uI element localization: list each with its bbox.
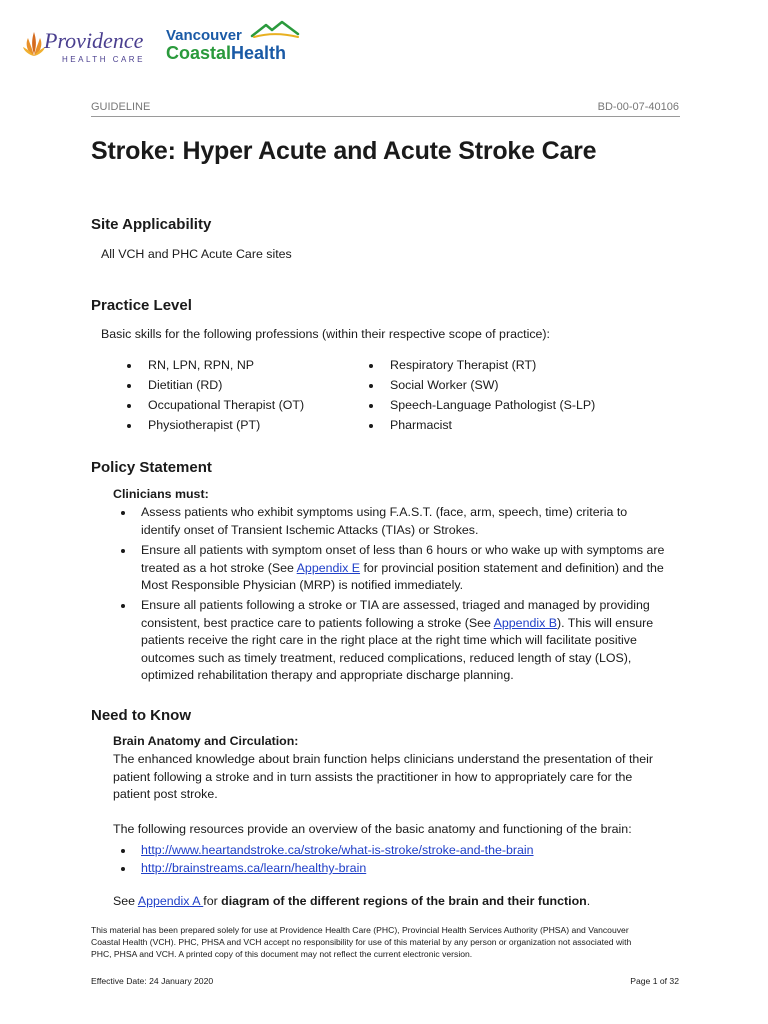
heartandstroke-link[interactable]: http://www.heartandstroke.ca/stroke/what-is-stroke/stroke-and-the-brain [141,843,534,857]
paragraph-line: patient post stroke. [113,787,218,801]
see-bold-text: diagram of the different regions of the brain and their function [221,894,587,908]
brainstreams-link[interactable]: http://brainstreams.ca/learn/healthy-brain [141,861,367,875]
footer-disclaimer [91,924,686,960]
policy-item-3-line: Ensure all patients following a stroke or TIA are assessed, triaged and managed by providing [141,598,650,612]
list-item: Dietitian (RD) [148,378,223,392]
site-applicability-heading: Site Applicability [91,216,212,233]
policy-subheading: Clinicians must: [113,487,209,501]
policy-item-3-text: ). This will ensure [557,615,654,630]
bullet-icon [127,404,131,408]
policy-item-3-line: optimized rehabilitation therapy and appropriate discharge planning. [141,668,514,682]
policy-item-2-text: treated as a hot stroke (See [141,560,297,575]
list-item: Occupational Therapist (OT) [148,398,305,412]
appendix-a-link[interactable]: Appendix A [137,894,204,908]
need-to-know-heading: Need to Know [91,707,191,724]
bullet-icon [127,384,131,388]
page-number: Page 1 of 32 [630,976,679,986]
see-mid: for [203,894,222,908]
list-item: Respiratory Therapist (RT) [390,358,537,372]
bullet-icon [127,364,131,368]
policy-item-1 [141,504,686,539]
policy-item-3-line: patients receive the right care in the right place at the right time which will facilitate positive [141,633,637,647]
disclaimer-line: This material has been prepared solely for use at Providence Health Care (PHC), Provincial Health Services Authority (PHSA) and Vancouver [91,925,629,935]
bullet-icon [121,849,125,853]
doc-id: BD-00-07-40106 [597,101,679,113]
brain-anatomy-paragraph [113,751,693,804]
providence-flower-icon [22,30,46,58]
bullet-icon [121,511,125,515]
effective-date: Effective Date: 24 January 2020 [91,976,214,986]
providence-logo-subtitle: HEALTH CARE [62,55,145,64]
list-item: Pharmacist [390,418,452,432]
paragraph-line: patient following a stroke and in turn assists the practitioner in how to appropriately care for the [113,769,633,784]
page-title: Stroke: Hyper Acute and Acute Stroke Care [91,137,597,165]
resources-intro: The following resources provide an overview of the basic anatomy and functioning of the brain: [113,822,632,836]
see-appendix-a-line [113,893,590,911]
site-applicability-text: All VCH and PHC Acute Care sites [101,247,292,261]
vch-coastal-text: Coastal [166,43,232,63]
list-item: Speech-Language Pathologist (S-LP) [390,398,596,412]
practice-level-intro: Basic skills for the following professions (within their respective scope of practice): [101,327,551,341]
policy-item-1-line: Assess patients who exhibit symptoms using F.A.S.T. (face, arm, speech, time) criteria to [141,505,628,519]
policy-item-2-line: Ensure all patients with symptom onset of less than 6 hours or who wake up with symptoms are [141,543,665,557]
appendix-e-link[interactable]: Appendix E [296,560,361,575]
paragraph-line: The enhanced knowledge about brain function helps clinicians understand the presentation of their [113,752,654,766]
header-divider [91,116,680,117]
see-end: . [586,894,591,908]
bullet-icon [121,549,125,553]
policy-statement-heading: Policy Statement [91,459,212,476]
providence-logo-text: Providence [44,28,144,53]
doc-type-label: GUIDELINE [91,101,151,113]
vch-logo-line1: Vancouver [166,27,242,44]
bullet-icon [369,364,373,368]
bullet-icon [369,404,373,408]
see-prefix: See [113,894,138,908]
policy-item-3-text: consistent, best practice care to patients following a stroke (See [141,615,494,630]
vch-mountain-icon [250,20,300,38]
policy-item-2 [141,542,686,595]
vch-logo-line2 [166,44,286,62]
policy-item-2-line [141,560,686,578]
list-item: Social Worker (SW) [390,378,499,392]
policy-item-3-line [141,615,686,633]
policy-item-2-text: for provincial position statement and definition) and the [360,560,664,575]
brain-anatomy-subheading: Brain Anatomy and Circulation: [113,734,299,748]
practice-level-heading: Practice Level [91,297,192,314]
list-item: RN, LPN, RPN, NP [148,358,255,372]
bullet-icon [369,424,373,428]
bullet-icon [127,424,131,428]
bullet-icon [121,604,125,608]
policy-item-3 [141,597,686,685]
bullet-icon [121,867,125,871]
appendix-b-link[interactable]: Appendix B [493,615,558,630]
bullet-icon [369,384,373,388]
policy-item-1-line: identify onset of Transient Ischemic Attacks (TIAs) or Strokes. [141,522,479,537]
policy-item-3-line: outcomes such as timely treatment, reduced complications, reduced length of stay (LOS), [141,650,632,665]
disclaimer-line: Coastal Health (VCH). PHC, PHSA and VCH accept no responsibility for use of this material by any person or organization not associated with [91,937,632,947]
list-item: Physiotherapist (PT) [148,418,261,432]
disclaimer-line: PHC, PHSA and VCH. A printed copy of this document may not reflect the current electronic version. [91,949,473,959]
vch-health-text: Health [231,43,287,63]
policy-item-2-line: Most Responsible Physician (MRP) is notified immediately. [141,578,464,592]
